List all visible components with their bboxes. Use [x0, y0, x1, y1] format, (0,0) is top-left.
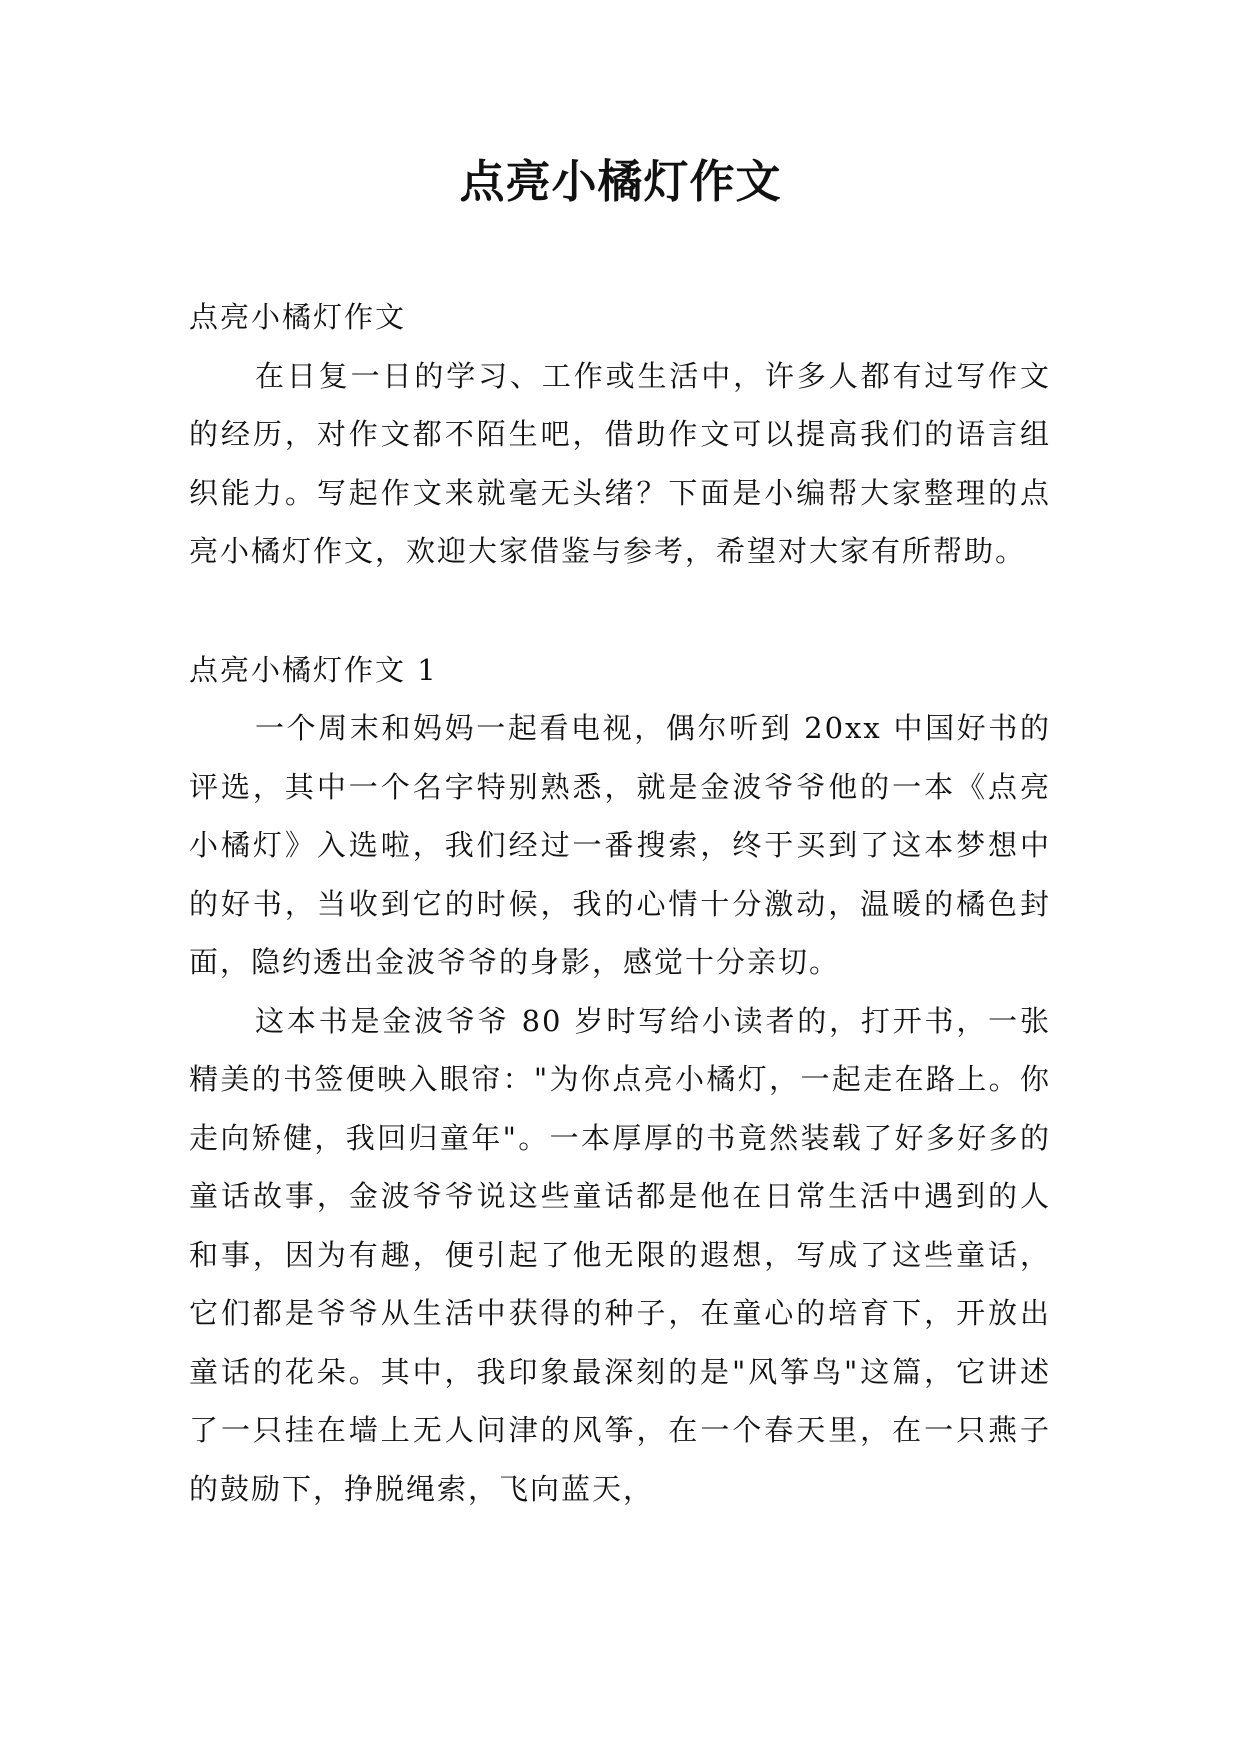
section1-paragraph-2: 这本书是金波爷爷 80 岁时写给小读者的，打开书，一张精美的书签便映入眼帘："为你点亮小橘灯，一起走在路上。你走向矫健，我回归童年"。一本厚厚的书竟然装载了好多好多的童话故事，金波爷爷说这些童话都是他在日常生活中遇到的人和事，因为有趣，便引起了他无限的遐想，写成了这些童话，它们都是爷爷从生活中获得的种子，在童心的培育下，开放出童话的花朵。其中，我印象最深刻的是"风筝鸟"这篇，它讲述了一只挂在墙上无人问津的风筝，在一个春天里，在一只燕子的鼓励下，挣脱绳索，飞向蓝天， [189, 1003, 1051, 1506]
intro-paragraph: 在日复一日的学习、工作或生活中，许多人都有过写作文的经历，对作文都不陌生吧，借助作文可以提高我们的语言组织能力。写起作文来就毫无头绪？下面是小编帮大家整理的点亮小橘灯作文，欢迎大家借鉴与参考，希望对大家有所帮助。 [189, 358, 1051, 568]
section1-heading: 点亮小橘灯作文 1 [189, 652, 438, 687]
document-body [189, 288, 1051, 1518]
section-spacer [189, 581, 1051, 641]
intro-heading: 点亮小橘灯作文 [189, 300, 407, 334]
document-title: 点亮小橘灯作文 [459, 155, 782, 208]
section1-paragraph-1: 一个周末和妈妈一起看电视，偶尔听到 20xx 中国好书的评选，其中一个名字特别熟悉，就是金波爷爷他的一本《点亮小橘灯》入选啦，我们经过一番搜索，终于买到了这本梦想中的好书，当收到它的时候，我的心情十分激动，温暖的橘色封面，隐约透出金波爷爷的身影，感觉十分亲切。 [189, 711, 1051, 979]
